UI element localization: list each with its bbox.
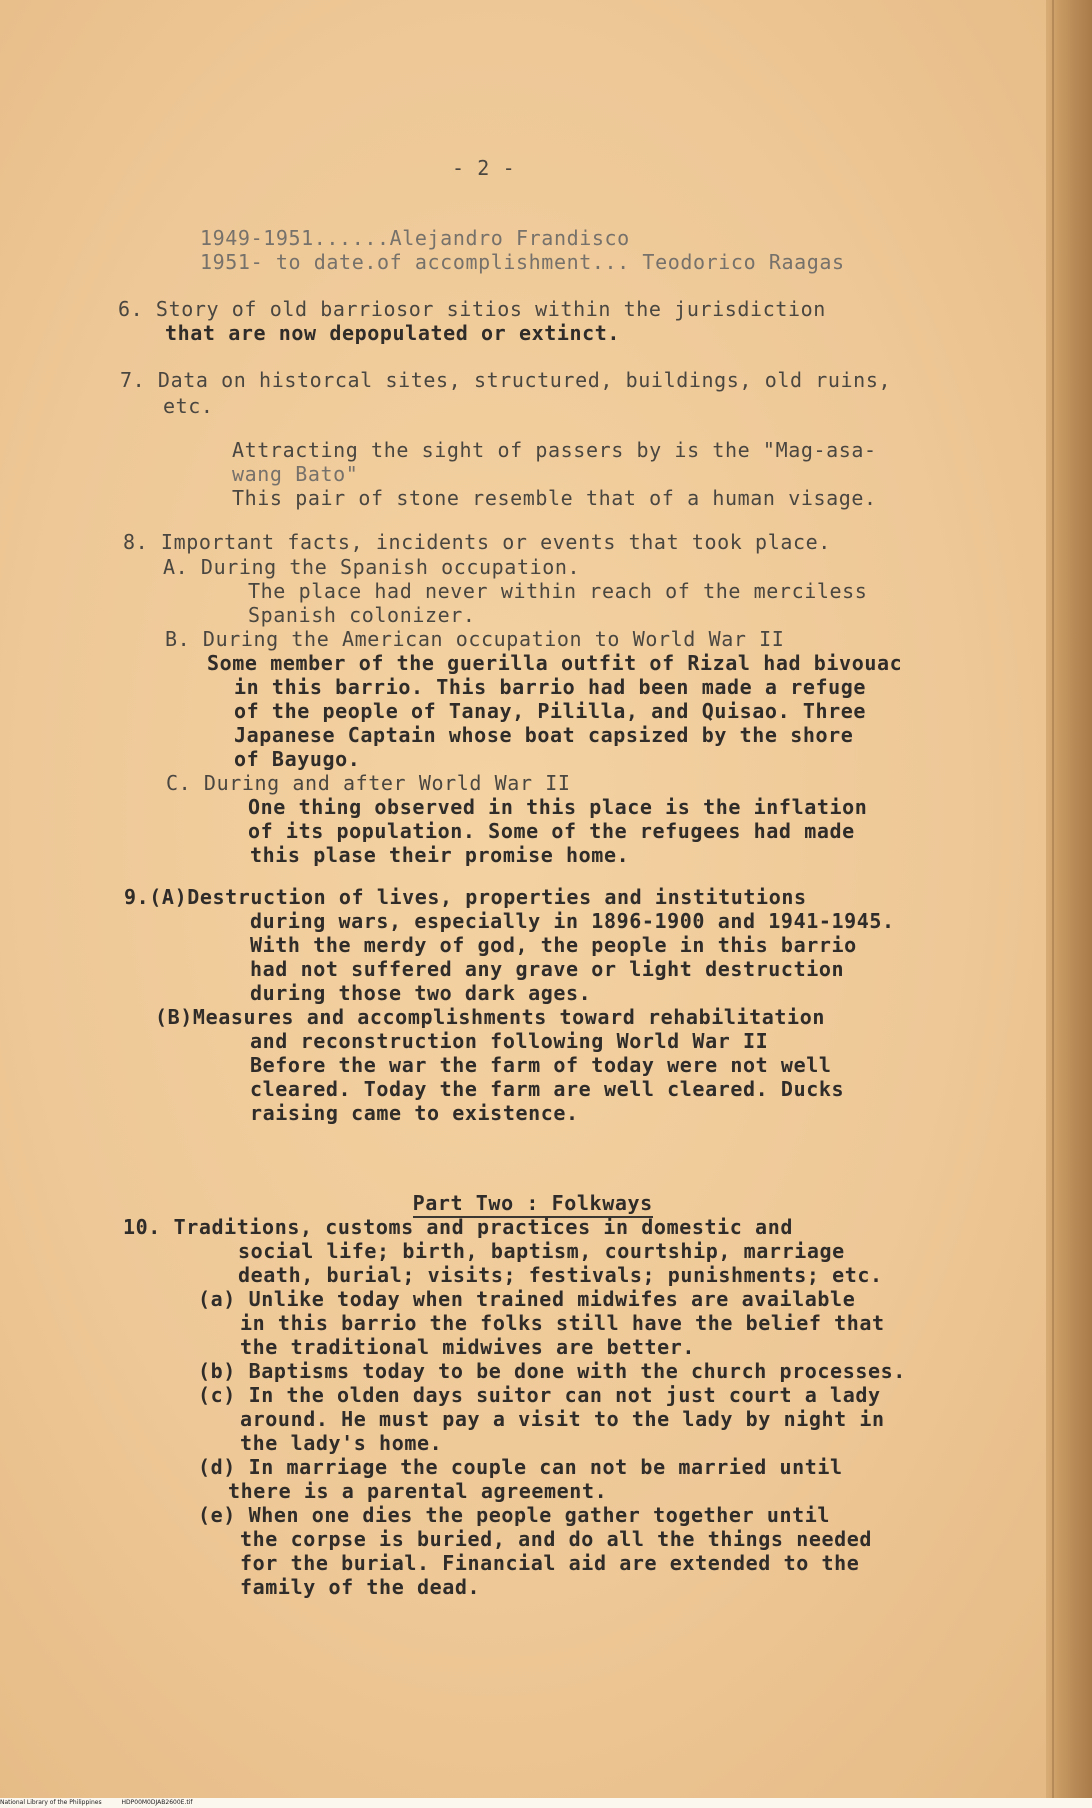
list-item-b: (b) Baptisms today to be done with the church processes. <box>198 1359 906 1383</box>
text-line: death, burial; visits; festivals; punishments; etc. <box>238 1263 883 1287</box>
text-line: this plase their promise home. <box>250 843 630 867</box>
page-binding-edge <box>1046 0 1092 1808</box>
text-line: cleared. Today the farm are well cleared. Ducks <box>250 1077 845 1101</box>
text-line: for the burial. Financial aid are extended to the <box>240 1551 860 1575</box>
text-line: had not suffered any grave or light destruction <box>250 957 845 981</box>
list-item-e: (e) When one dies the people gather together until <box>198 1503 831 1527</box>
text-line: of Bayugo. <box>234 747 361 771</box>
text-line: Some member of the guerilla outfit of Rizal had bivouac <box>207 651 903 675</box>
footer-file-name: HDP00M0DJAB2600E.tif <box>121 1799 193 1806</box>
subheading-c: C. During and after World War II <box>166 771 571 795</box>
list-item-c: (c) In the olden days suitor can not just court a lady <box>198 1383 881 1407</box>
text-line: Before the war the farm of today were not well <box>250 1053 832 1077</box>
text-line: during those two dark ages. <box>250 981 592 1005</box>
section-title-text: Part Two : Folkways <box>413 1191 653 1218</box>
text-line: The place had never within reach of the merciless <box>248 579 868 603</box>
subheading-a: A. During the Spanish occupation. <box>163 555 581 579</box>
subheading-9b: (B)Measures and accomplishments toward rehabilitation <box>155 1005 825 1029</box>
text-line: the lady's home. <box>240 1431 443 1455</box>
text-line: that are now depopulated or extinct. <box>165 321 621 345</box>
scan-footer <box>0 1798 210 1808</box>
text-line: Attracting the sight of passers by is the "Mag-asa- <box>232 438 877 462</box>
text-line: etc. <box>163 394 214 418</box>
item-8-heading: 8. Important facts, incidents or events that took place. <box>123 530 831 554</box>
text-line: the corpse is buried, and do all the things needed <box>240 1527 873 1551</box>
text-line: of the people of Tanay, Pililla, and Quisao. Three <box>234 699 867 723</box>
text-line: This pair of stone resemble that of a human visage. <box>232 486 877 510</box>
text-line: in this barrio. This barrio had been made a refuge <box>234 675 867 699</box>
subheading-b: B. During the American occupation to World War II <box>165 627 785 651</box>
item-9-heading: 9.(A)Destruction of lives, properties and institutions <box>124 885 807 909</box>
text-line: One thing observed in this place is the inflation <box>248 795 868 819</box>
list-item-a: (a) Unlike today when trained midwifes are available <box>198 1287 856 1311</box>
text-line: Japanese Captain whose boat capsized by the shore <box>234 723 854 747</box>
text-line: there is a parental agreement. <box>228 1479 608 1503</box>
text-line: With the merdy of god, the people in this barrio <box>250 933 857 957</box>
item-7-heading: 7. Data on historcal sites, structured, buildings, old ruins, <box>120 368 892 392</box>
item-6-heading: 6. Story of old barriosor sitios within the jurisdiction <box>118 297 826 321</box>
text-line: the traditional midwives are better. <box>240 1335 696 1359</box>
text-line: family of the dead. <box>240 1575 481 1599</box>
text-line: Spanish colonizer. <box>248 603 476 627</box>
page-number: - 2 - <box>452 156 516 180</box>
item-10-heading: 10. Traditions, customs and practices in domestic and <box>123 1215 793 1239</box>
text-line: 1949-1951......Alejandro Frandisco <box>200 226 630 250</box>
text-line: wang Bato" <box>232 462 359 486</box>
list-item-d: (d) In marriage the couple can not be married until <box>198 1455 843 1479</box>
text-line: around. He must pay a visit to the lady by night in <box>240 1407 885 1431</box>
text-line: of its population. Some of the refugees had made <box>248 819 855 843</box>
footer-institution: National Library of the Philippines <box>0 1799 102 1806</box>
text-line: during wars, especially in 1896-1900 and 1941-1945. <box>250 909 895 933</box>
text-line: 1951- to date.of accomplishment... Teodorico Raagas <box>200 250 845 274</box>
text-line: in this barrio the folks still have the belief that <box>240 1311 885 1335</box>
text-line: raising came to existence. <box>250 1101 579 1125</box>
text-line: and reconstruction following World War II <box>250 1029 769 1053</box>
text-line: social life; birth, baptism, courtship, marriage <box>238 1239 845 1263</box>
